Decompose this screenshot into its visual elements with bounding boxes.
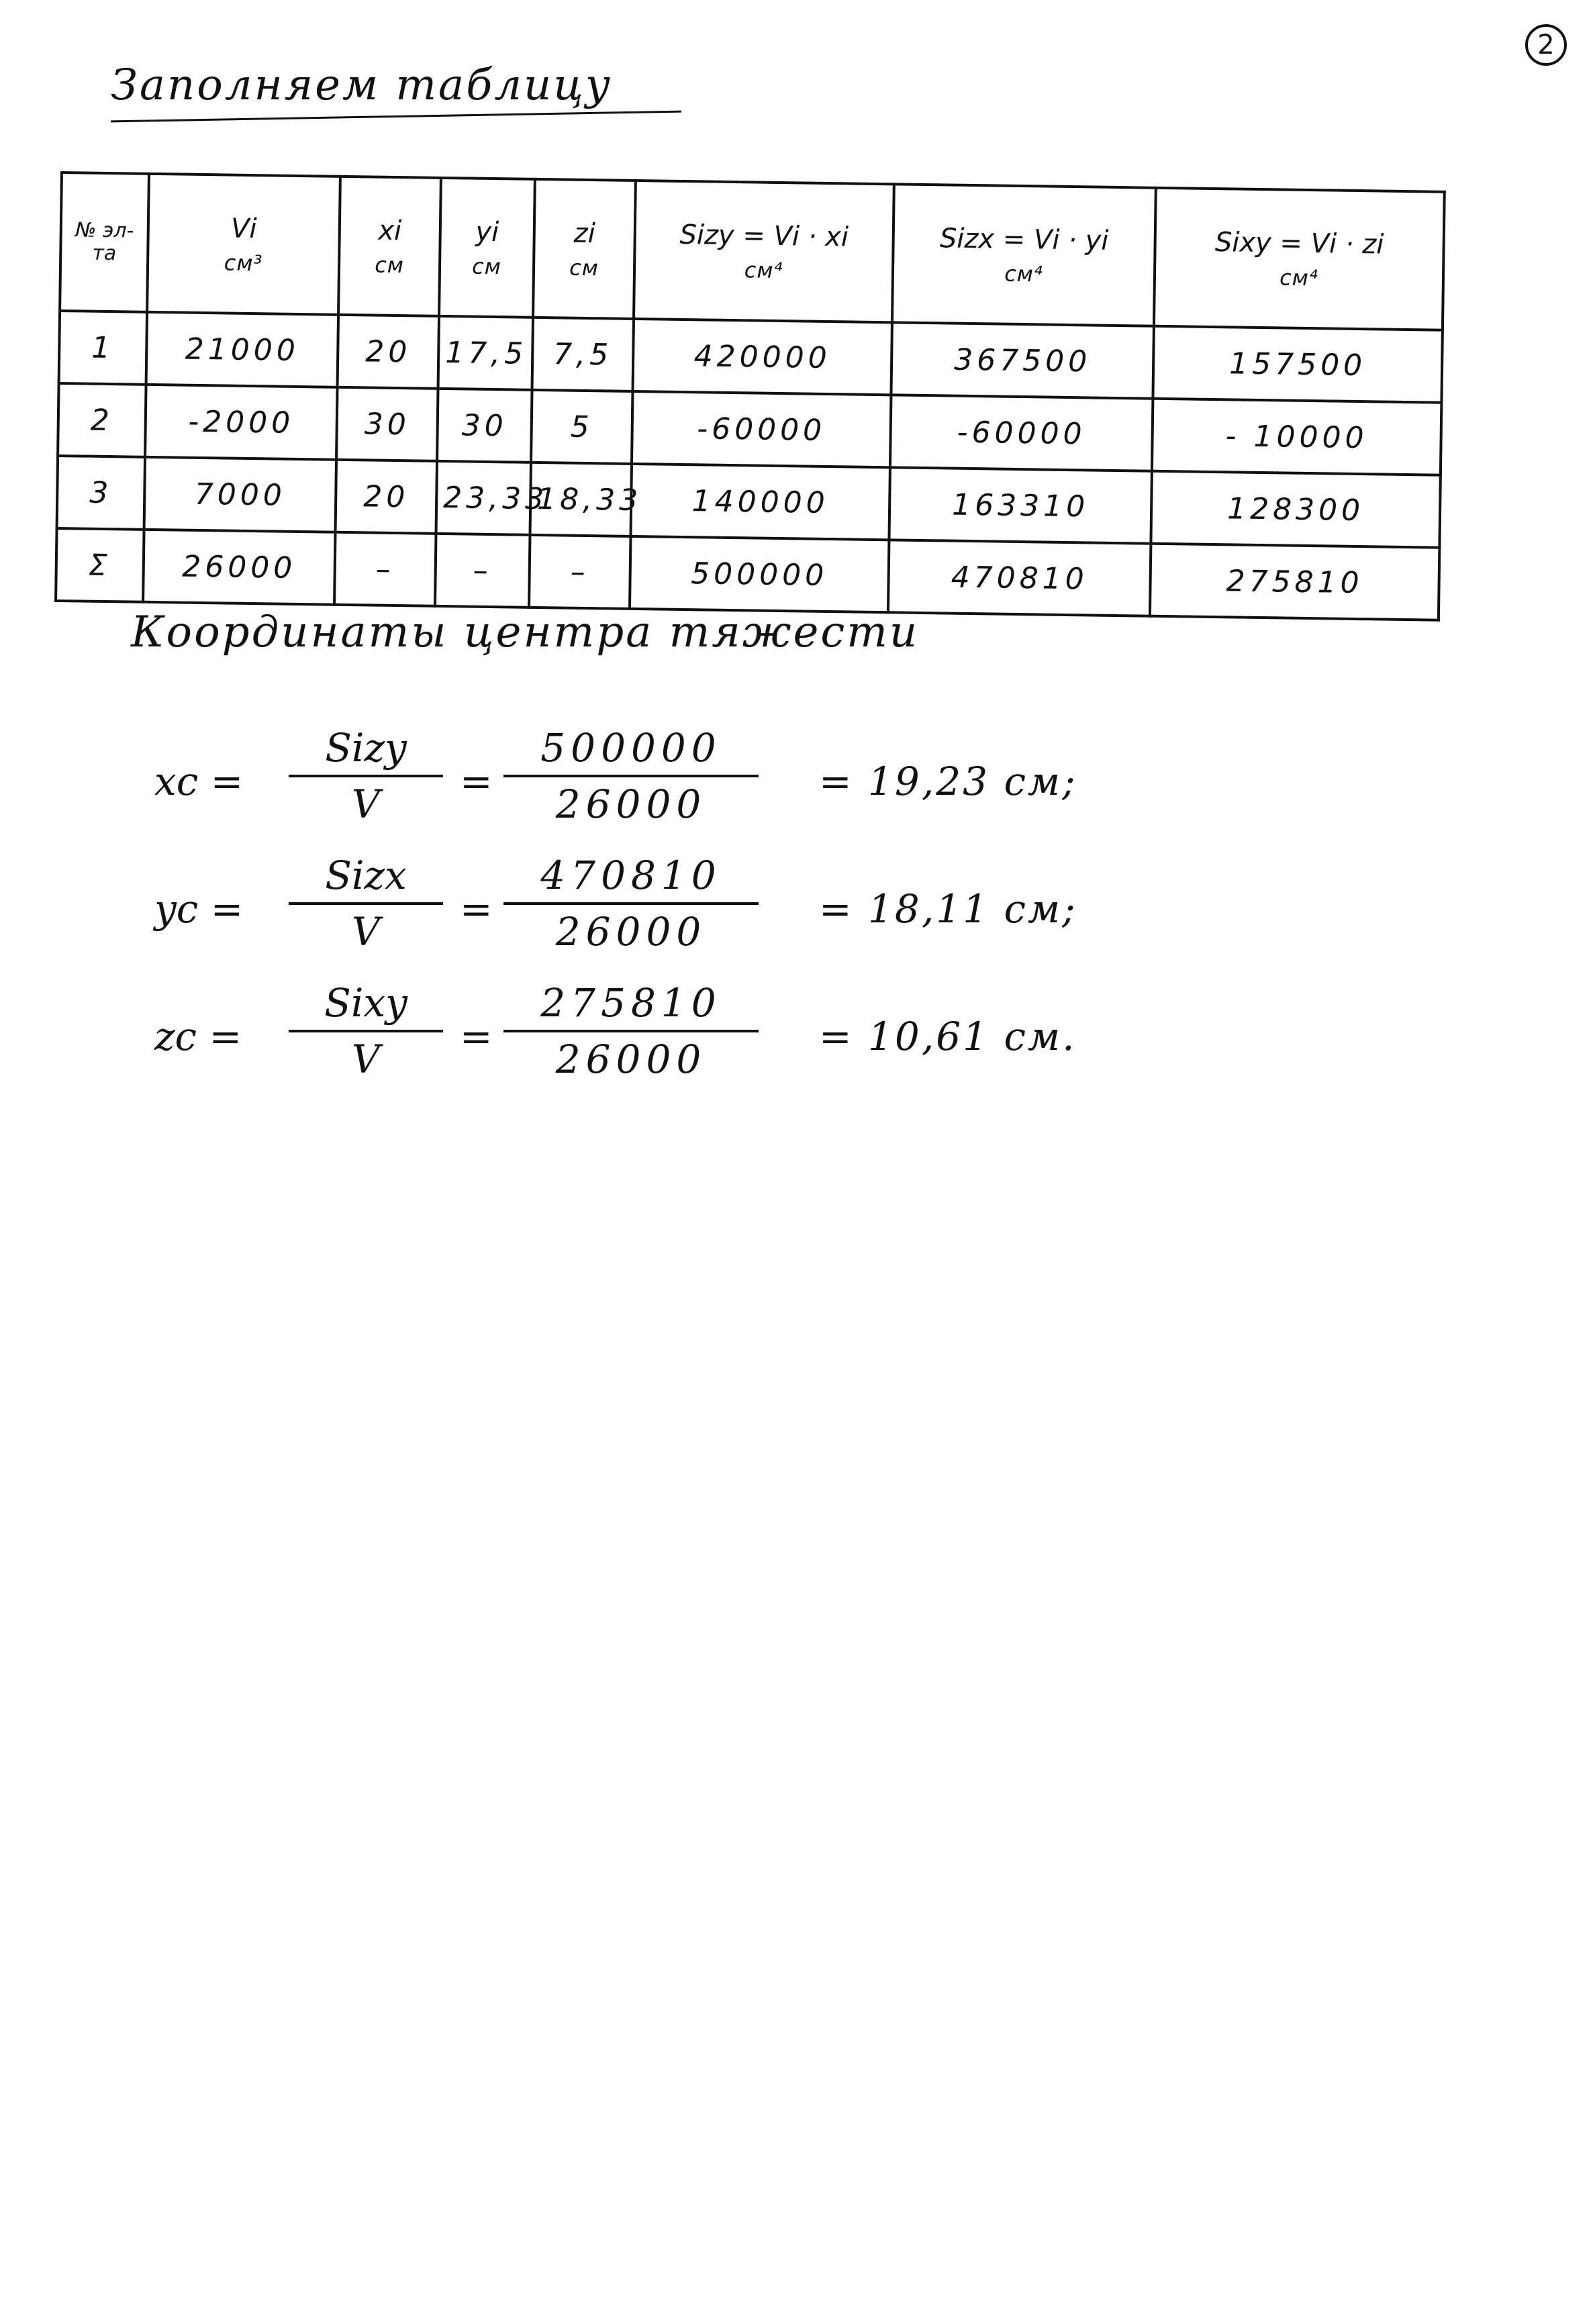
table-cell: -60000 — [890, 395, 1153, 471]
fraction-bar — [503, 775, 759, 777]
table-cell: 5 — [531, 390, 632, 464]
fraction-bar — [503, 1030, 759, 1032]
equals-sign: = — [460, 759, 493, 804]
header-unit: см — [374, 252, 405, 278]
page-title: Заполняем таблицу — [111, 60, 612, 110]
table-cell: 20 — [336, 460, 437, 534]
table-header-row — [60, 173, 1445, 330]
formula-xc — [154, 725, 1094, 839]
fraction-bar — [289, 1030, 443, 1032]
header-unit: см⁴ — [1279, 264, 1319, 291]
formula-zc — [154, 980, 1094, 1094]
table-cell: 470810 — [888, 540, 1151, 616]
header-label: yi — [475, 216, 499, 248]
fraction-symbolic — [289, 725, 443, 827]
header-unit: см⁴ — [1004, 260, 1044, 287]
section-heading: Координаты центра тяжести — [131, 608, 920, 657]
denominator: 26000 — [555, 781, 707, 827]
table-cell: 140000 — [630, 464, 889, 540]
header-cell-y — [439, 178, 535, 318]
denominator: V — [352, 1036, 380, 1082]
header-label: № эл-та — [75, 217, 134, 266]
header-cell-sizy — [634, 181, 894, 322]
table-cell: 1 — [59, 311, 147, 385]
table-cell: 30 — [437, 389, 532, 463]
numerator: 275810 — [540, 980, 722, 1026]
table-cell: – — [435, 534, 530, 608]
header-label: xi — [378, 215, 402, 246]
table-cell: 2 — [58, 383, 146, 457]
table-cell: 420000 — [633, 319, 892, 395]
fraction-symbolic — [289, 980, 443, 1082]
fraction-bar — [289, 775, 443, 777]
header-unit: см — [471, 253, 502, 279]
formula-result: = 10,61 см. — [819, 1014, 1077, 1059]
fraction-numeric — [503, 980, 759, 1082]
table-cell: – — [334, 532, 436, 606]
table-cell: 20 — [338, 315, 439, 389]
table-cell: 18,33 — [530, 463, 632, 536]
table-cell: 157500 — [1153, 326, 1442, 403]
table-cell: 275810 — [1150, 544, 1439, 620]
page-number: 2 — [1525, 24, 1567, 66]
table-cell: Σ — [56, 528, 144, 602]
fraction-numeric — [503, 725, 759, 827]
table-cell: 7000 — [144, 457, 336, 532]
table-cell: 3 — [57, 456, 145, 530]
denominator: V — [352, 909, 380, 955]
header-label: Sizx = Vi · yi — [939, 222, 1109, 256]
table-cell: 30 — [336, 387, 438, 461]
table-cell: -60000 — [632, 391, 891, 467]
table-cell: - 10000 — [1152, 399, 1441, 475]
numerator: 470810 — [540, 853, 722, 898]
denominator: V — [352, 781, 380, 827]
denominator: 26000 — [555, 909, 707, 955]
table-cell: 500000 — [630, 536, 889, 612]
table-cell: 128300 — [1151, 471, 1440, 548]
table-cell: 7,5 — [532, 318, 634, 391]
header-cell-x — [338, 177, 441, 316]
table-cell: -2000 — [145, 385, 337, 460]
fraction-numeric — [503, 853, 759, 955]
table-cell: 23,33 — [436, 461, 531, 535]
title-underline — [111, 111, 681, 123]
header-cell-element-number — [60, 173, 149, 312]
header-unit: см — [569, 254, 599, 281]
numerator: Sixy — [324, 980, 407, 1026]
table-cell: 17,5 — [438, 316, 533, 390]
equals-sign: = — [460, 886, 493, 932]
table-cell: 367500 — [891, 322, 1153, 398]
table-cell: 163310 — [889, 467, 1151, 543]
fraction-symbolic — [289, 853, 443, 955]
table-cell: – — [529, 535, 630, 609]
header-unit: см³ — [224, 250, 263, 276]
formula-result: = 19,23 см; — [819, 759, 1077, 804]
fraction-bar — [503, 902, 759, 905]
numerator: Sizx — [325, 853, 407, 898]
header-cell-sixy — [1154, 188, 1445, 330]
formula-result: = 18,11 см; — [819, 886, 1077, 932]
equals-sign: = — [460, 1014, 493, 1059]
header-label: Sizy = Vi · xi — [679, 219, 849, 252]
header-unit: см⁴ — [744, 256, 783, 283]
header-label: Vi — [230, 213, 257, 244]
header-label: Sixy = Vi · zi — [1214, 226, 1384, 260]
header-cell-z — [533, 179, 636, 319]
numerator: 500000 — [540, 725, 722, 771]
header-cell-volume — [147, 174, 340, 315]
header-label: zi — [573, 217, 596, 249]
calculation-table — [54, 171, 1446, 622]
table-cell: 21000 — [146, 312, 338, 387]
formula-lhs: zc = — [154, 1014, 242, 1059]
formula-lhs: xc = — [154, 759, 244, 804]
table-cell: 26000 — [143, 530, 335, 605]
formula-lhs: yc = — [154, 886, 244, 932]
header-cell-sizx — [892, 184, 1156, 326]
denominator: 26000 — [555, 1036, 707, 1082]
numerator: Sizy — [325, 725, 407, 771]
fraction-bar — [289, 902, 443, 905]
formula-yc — [154, 853, 1094, 967]
